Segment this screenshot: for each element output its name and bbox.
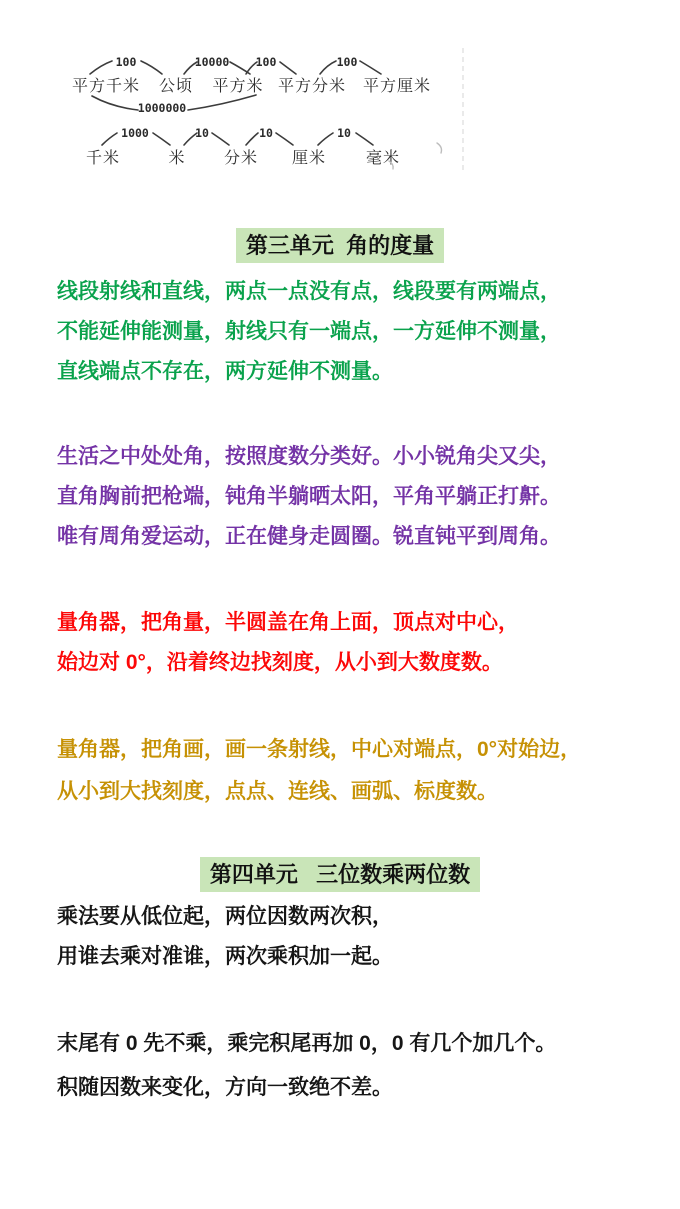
- area-factor-0: 100: [115, 55, 137, 69]
- poem-line: 从小到大找刻度，点点、连线、画弧、标度数。: [57, 780, 498, 803]
- unit3-red-rhyme: [57, 603, 657, 683]
- unit4-rhyme-1: [57, 897, 657, 977]
- area-unit-3: 平方分米: [277, 78, 347, 95]
- smudge-mark: [437, 143, 442, 153]
- unit3-gold-rhyme: [57, 729, 657, 813]
- section-title-unit3: 第三单元 角的度量: [236, 228, 444, 263]
- area-big-factor: 1000000: [137, 101, 187, 115]
- poem-line: 不能延伸能测量，射线只有一端点，一方延伸不测量，: [57, 320, 561, 343]
- arc-line: [188, 95, 256, 110]
- poem-line: 用谁去乘对准谁，两次乘积加一起。: [57, 945, 393, 968]
- unit4-rhyme-2: [57, 1022, 657, 1110]
- area-factor-3: 100: [336, 55, 358, 69]
- area-factor-2: 100: [255, 55, 277, 69]
- arc-line: [276, 133, 293, 145]
- arc-line: [320, 61, 336, 74]
- area-unit-1: 公顷: [158, 78, 194, 95]
- poem-line: 线段射线和直线，两点一点没有点，线段要有两端点，: [57, 280, 561, 303]
- poem-line: 末尾有 0 先不乘，乘完积尾再加 0，0 有几个加几个。: [57, 1032, 557, 1055]
- poem-line: 积随因数来变化，方向一致绝不差。: [57, 1076, 393, 1099]
- arc-line: [212, 133, 229, 145]
- unit4-title-row: [0, 857, 680, 892]
- length-unit-3: 厘米: [291, 150, 327, 167]
- area-unit-4: 平方厘米: [362, 78, 432, 95]
- length-factor-2: 10: [259, 126, 273, 140]
- poem-line: 始边对 0°，沿着终边找刻度，从小到大数度数。: [57, 651, 503, 674]
- length-unit-1: 米: [168, 150, 186, 167]
- length-factor-1: 10: [195, 126, 209, 140]
- poem-line: 直线端点不存在，两方延伸不测量。: [57, 360, 393, 383]
- arc-line: [360, 61, 381, 74]
- area-factor-1: 10000: [194, 55, 230, 69]
- poem-line: 唯有周角爱运动，正在健身走圆圈。锐直钝平到周角。: [57, 525, 561, 548]
- arc-line: [141, 61, 162, 74]
- unit3-purple-rhyme: [57, 437, 657, 557]
- poem-line: 直角胸前把枪端，钝角半躺晒太阳，平角平躺正打鼾。: [57, 485, 561, 508]
- poem-line: 乘法要从低位起，两位因数两次积，: [57, 905, 393, 928]
- arc-line: [356, 133, 373, 145]
- length-factor-3: 10: [337, 126, 351, 140]
- section-title-unit4: 第四单元 三位数乘两位数: [200, 857, 480, 892]
- poem-line: 生活之中处处角，按照度数分类好。小小锐角尖又尖，: [57, 445, 561, 468]
- arc-line: [102, 133, 117, 145]
- poem-line: 量角器，把角画，画一条射线，中心对端点，0°对始边，: [57, 738, 582, 761]
- arc-line: [92, 96, 138, 110]
- unit3-green-rhyme: [57, 272, 657, 392]
- poem-line: 量角器，把角量，半圆盖在角上面，顶点对中心，: [57, 611, 519, 634]
- unit3-title-row: [0, 228, 680, 263]
- arc-line: [153, 133, 170, 145]
- length-factor-0: 1000: [121, 126, 149, 140]
- length-unit-4: 毫米: [365, 150, 401, 167]
- length-unit-2: 分米: [223, 150, 259, 167]
- arc-line: [90, 61, 112, 74]
- area-unit-0: 平方千米: [71, 78, 141, 95]
- length-unit-0: 千米: [85, 150, 121, 167]
- area-unit-2: 平方米: [212, 78, 264, 95]
- arc-line: [280, 62, 296, 74]
- arc-line: [246, 133, 258, 145]
- arc-line: [318, 133, 333, 145]
- unit-conversion-diagram: [0, 0, 680, 185]
